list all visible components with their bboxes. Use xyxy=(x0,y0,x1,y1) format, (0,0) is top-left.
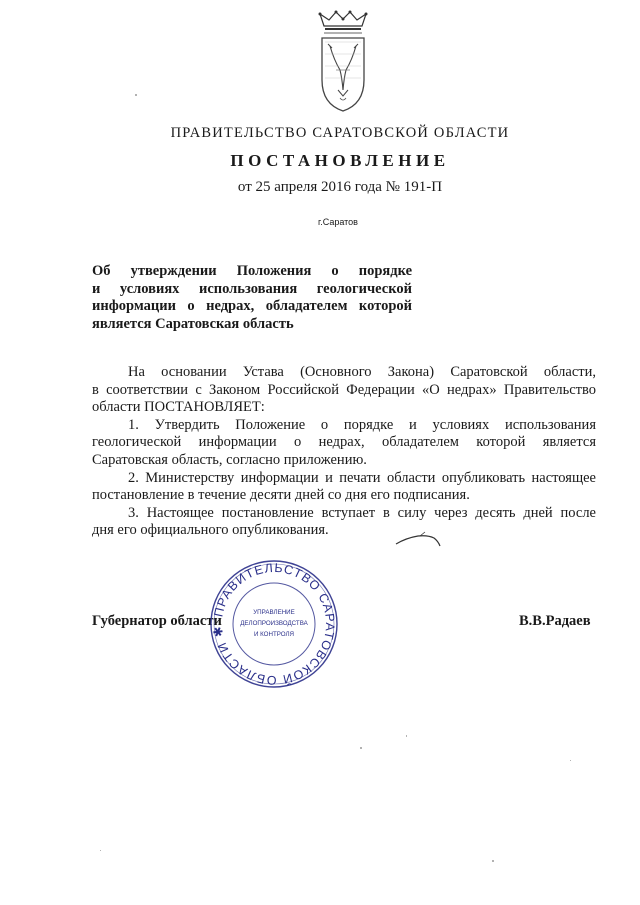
subject-line: является Саратовская область xyxy=(92,315,294,332)
body-line: 1. Утвердить Положение о порядке и условиях использования xyxy=(128,416,596,433)
official-seal xyxy=(208,558,340,690)
seal-inner-line: УПРАВЛЕНИЕ xyxy=(253,609,295,616)
signature-title: Губернатор области xyxy=(92,613,222,629)
body-line: дня его официального опубликования. xyxy=(92,522,329,539)
body-line: На основании Устава (Основного Закона) Саратовской области, xyxy=(128,364,596,380)
body-line: Саратовская область, согласно приложению. xyxy=(92,451,367,468)
document-subject xyxy=(92,263,412,333)
seal-inner-line: ДЕЛОПРОИЗВОДСТВА xyxy=(240,620,308,627)
handwritten-signature xyxy=(394,528,442,552)
scan-speck xyxy=(406,735,407,737)
scan-speck xyxy=(100,850,101,851)
signature-name: В.В.Радаев xyxy=(519,613,591,629)
document-city: г.Саратов xyxy=(318,217,358,227)
coat-of-arms-icon xyxy=(316,10,370,114)
body-line: геологической информации о недрах, обладателем которой является xyxy=(92,434,596,451)
body-line: 3. Настоящее постановление вступает в силу через десять дней после xyxy=(128,504,596,521)
scan-speck xyxy=(492,860,494,862)
body-line: в соответствии с Законом Российской Федерации «О недрах» Правительство xyxy=(92,381,596,398)
seal-inner-line: И КОНТРОЛЯ xyxy=(253,631,295,638)
body-line: 2. Министерству информации и печати области опубликовать настоящее xyxy=(128,469,596,486)
subject-line: и условиях использования геологической xyxy=(92,280,412,297)
document-date-number: от 25 апреля 2016 года № 191-П xyxy=(237,179,443,195)
body-line: области ПОСТАНОВЛЯЕТ: xyxy=(92,399,265,416)
scan-speck xyxy=(360,747,362,749)
scan-speck xyxy=(135,94,137,96)
issuing-authority: ПРАВИТЕЛЬСТВО САРАТОВСКОЙ ОБЛАСТИ xyxy=(170,125,510,141)
seal-outer-text: ПРАВИТЕЛЬСТВО САРАТОВСКОЙ ОБЛАСТИ ✱ xyxy=(210,560,338,688)
subject-line: информации о недрах, обладателем которой xyxy=(92,298,412,314)
document-type-title: ПОСТАНОВЛЕНИЕ xyxy=(230,151,450,170)
body-line: постановление в течение десяти дней со дня его подписания. xyxy=(92,487,470,504)
scan-speck xyxy=(570,760,571,761)
subject-line: Об утверждении Положения о порядке xyxy=(92,263,412,279)
document-body xyxy=(92,364,596,540)
